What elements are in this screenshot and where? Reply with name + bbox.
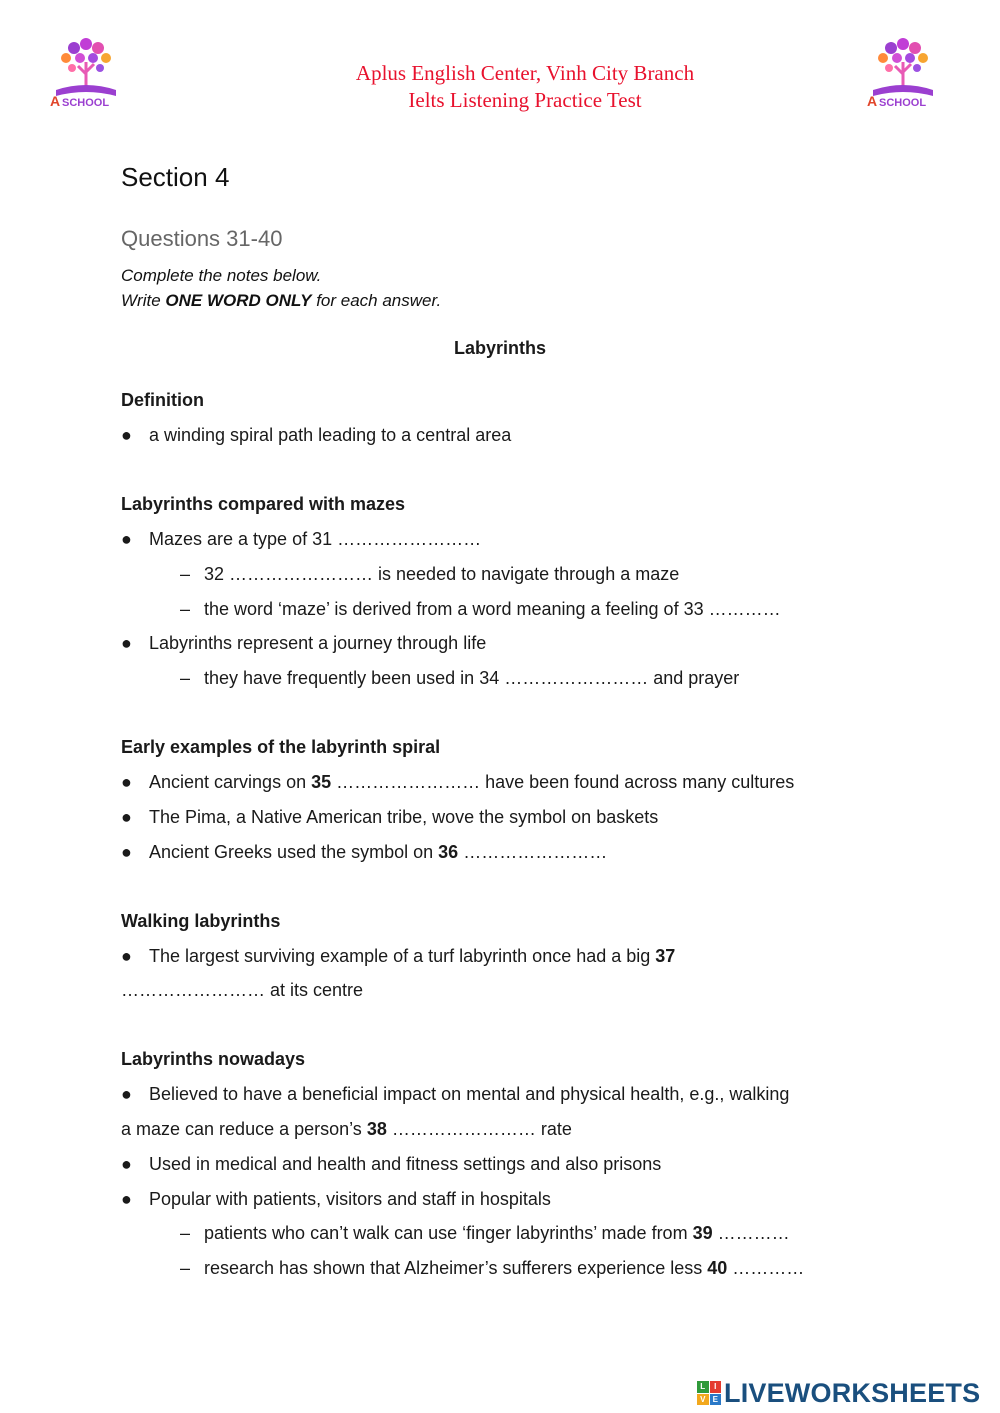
list-subitem: – patients who can’t walk can use ‘finger labyrinths’ made from 39 ………… bbox=[180, 1223, 790, 1243]
list-item-continuation: a maze can reduce a person’s 38 …………………… rate bbox=[121, 1119, 572, 1139]
svg-text:SCHOOL: SCHOOL bbox=[62, 97, 110, 109]
school-logo-right bbox=[855, 32, 951, 112]
list-item: ● Believed to have a beneficial impact on mental and physical health, e.g., walking bbox=[121, 1084, 790, 1104]
heading-nowadays: Labyrinths nowadays bbox=[121, 1049, 306, 1069]
notes-title: Labyrinths bbox=[453, 338, 546, 358]
list-item-continuation: …………………… at its centre bbox=[121, 980, 364, 1000]
school-logo-left bbox=[38, 32, 134, 112]
svg-text:SCHOOL: SCHOOL bbox=[879, 97, 927, 109]
svg-text:A: A bbox=[50, 93, 61, 109]
section-title: Section 4 bbox=[121, 162, 230, 192]
liveworksheets-logo[interactable] bbox=[697, 1378, 980, 1408]
list-item: ● Popular with patients, visitors and staff in hospitals bbox=[121, 1189, 551, 1209]
instruction-line-2: Write ONE WORD ONLY for each answer. bbox=[121, 291, 442, 310]
list-item: ● The Pima, a Native American tribe, wove the symbol on baskets bbox=[121, 807, 659, 827]
heading-early-examples: Early examples of the labyrinth spiral bbox=[121, 737, 441, 757]
list-subitem: – research has shown that Alzheimer’s sufferers experience less 40 ………… bbox=[180, 1258, 805, 1278]
page-header bbox=[200, 60, 850, 114]
header-center-name: Aplus English Center, Vinh City Branch bbox=[355, 61, 695, 85]
heading-walking: Walking labyrinths bbox=[121, 911, 281, 931]
liveworksheets-icon: L I V E bbox=[697, 1381, 721, 1405]
list-item: ● a winding spiral path leading to a central area bbox=[121, 425, 512, 445]
list-item: ● Ancient Greeks used the symbol on 36 …………………… bbox=[121, 842, 608, 862]
list-subitem: – the word ‘maze’ is derived from a word meaning a feeling of 33 ………… bbox=[180, 599, 781, 619]
header-test-name: Ielts Listening Practice Test bbox=[408, 88, 642, 112]
instruction-line-1: Complete the notes below. bbox=[121, 266, 322, 285]
svg-text:A: A bbox=[867, 93, 878, 109]
list-item: ● Ancient carvings on 35 …………………… have been found across many cultures bbox=[121, 772, 795, 792]
liveworksheets-brand: LIVEWORKSHEETS bbox=[724, 1377, 981, 1408]
list-item: ● Labyrinths represent a journey through life bbox=[121, 633, 487, 653]
heading-compared: Labyrinths compared with mazes bbox=[121, 494, 406, 514]
instructions bbox=[121, 263, 441, 313]
heading-definition: Definition bbox=[121, 390, 204, 410]
list-subitem: – 32 …………………… is needed to navigate through a maze bbox=[180, 564, 680, 584]
questions-range: Questions 31-40 bbox=[121, 226, 283, 251]
list-subitem: – they have frequently been used in 34 …………………… and prayer bbox=[180, 668, 740, 688]
list-item: ● Used in medical and health and fitness settings and also prisons bbox=[121, 1154, 662, 1174]
list-item: ● Mazes are a type of 31 …………………… bbox=[121, 529, 482, 549]
list-item: ● The largest surviving example of a turf labyrinth once had a big 37 bbox=[121, 946, 676, 966]
